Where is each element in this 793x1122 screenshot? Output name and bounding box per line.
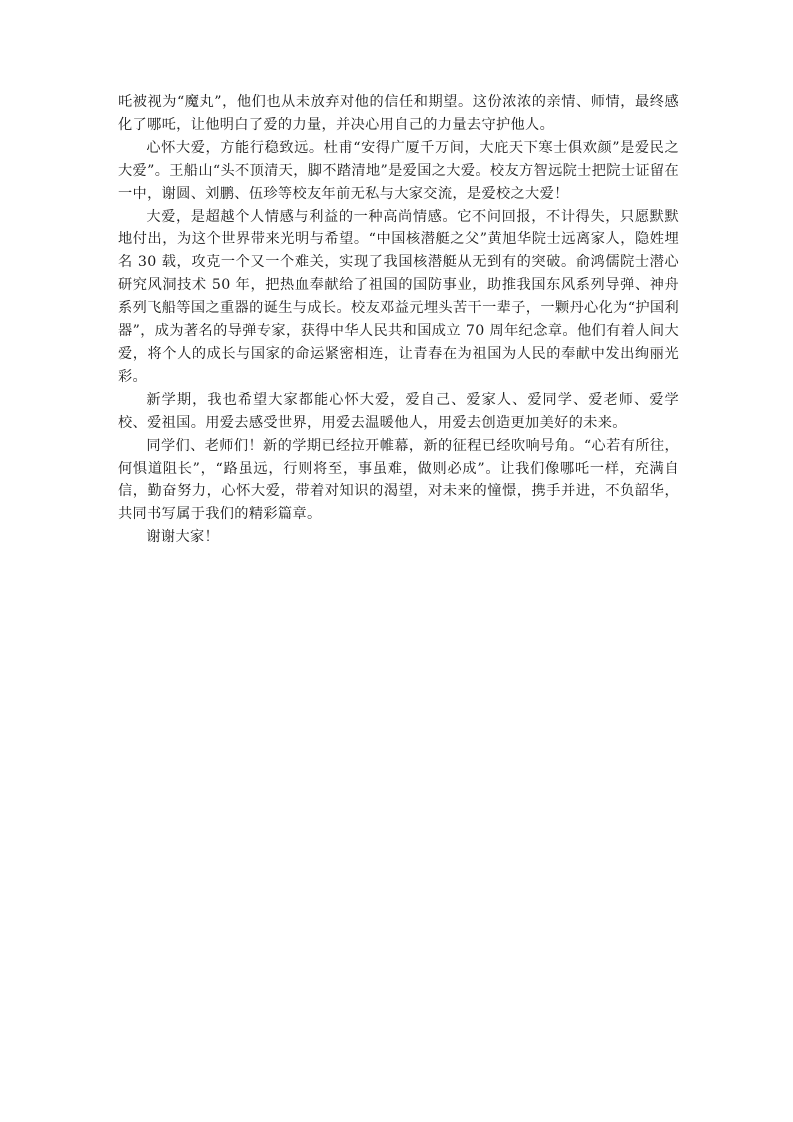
paragraph-thanks: 谢谢大家！: [146, 529, 220, 546]
paragraph-great-love-definition: 大爱，是超越个人情感与利益的一种高尚情感。它不问回报，不计得失，只愿默默地付出，为这个世界带来光明与希望。“中国核潜艇之父”黄旭华院士远离家人，隐姓埋名 30 载，攻克一个又一个难关，实现了我国核潜艇从无到有的突破。俞鸿儒院士潜心研究风洞技术 50 年，把热血奉献给了祖国的国防事业，助推我国东风系列导弹、神舟系列飞船等国之重器的诞生与成长。校友邓益元埋头苦干一辈子，一颗丹心化为“护国利器”，成为著名的导弹专家，获得中华人民共和国成立 70 周年纪念章。他们有着人间大爱，将个人的成长与国家的命运紧密相连，让青春在为祖国为人民的奉献中发出绚丽光彩。: [118, 208, 679, 385]
paragraph-continuation: 吒被视为“魔丸”，他们也从未放弃对他的信任和期望。这份浓浓的亲情、师情，最终感化了哪吒，让他明白了爱的力量，并决心用自己的力量去守护他人。: [118, 94, 679, 133]
paragraph-closing-call: 同学们、老师们！新的学期已经拉开帷幕，新的征程已经吹响号角。“心若有所往，何惧道阻长”，“路虽远，行则将至，事虽难，做则必成”。让我们像哪吒一样，充满自信，勤奋努力，心怀大爱，带着对知识的渴望，对未来的憧憬，携手并进，不负韶华，共同书写属于我们的精彩篇章。: [118, 437, 679, 523]
paragraph-new-semester-hope: 新学期，我也希望大家都能心怀大爱，爱自己、爱家人、爱同学、爱老师、爱学校、爱祖国。用爱去感受世界，用爱去温暖他人，用爱去创造更加美好的未来。: [118, 391, 679, 431]
paragraph-great-love-examples: 心怀大爱，方能行稳致远。杜甫“安得广厦千万间，大庇天下寒士俱欢颜”是爱民之大爱”。王船山“头不顶清天，脚不踏清地”是爱国之大爱。校友方智远院士把院士证留在一中，谢圆、刘鹏、伍珍等校友年前无私与大家交流，是爱校之大爱！: [118, 139, 679, 202]
speech-body: [118, 91, 679, 549]
